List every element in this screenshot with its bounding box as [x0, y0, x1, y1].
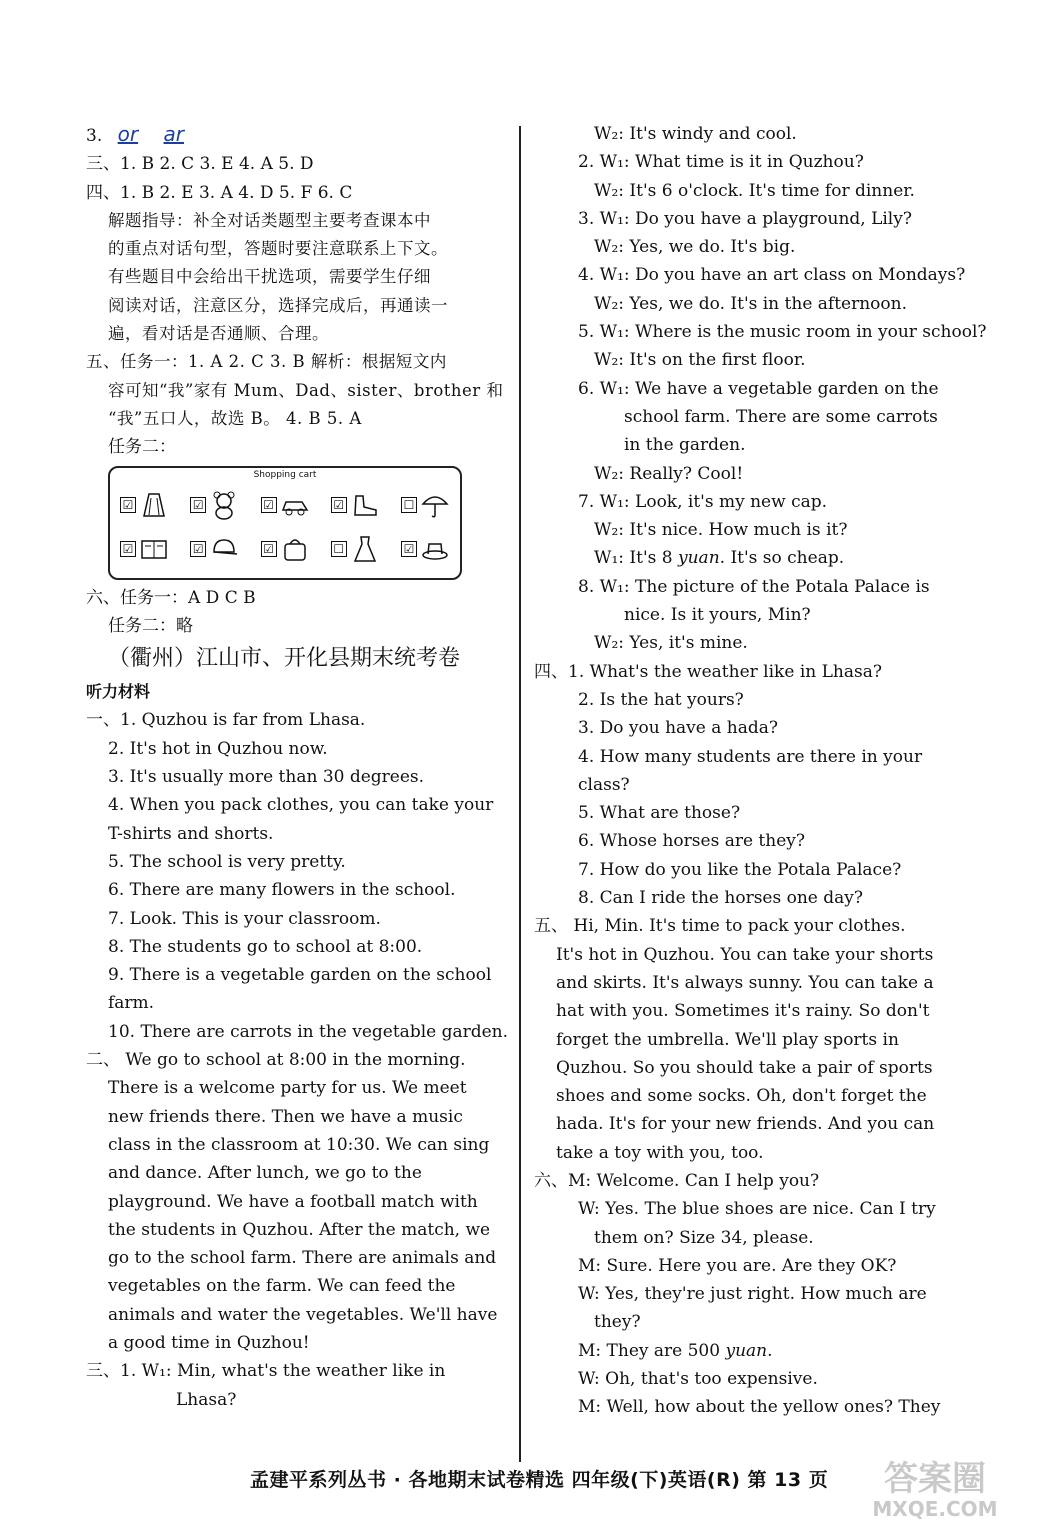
transcript-line: vegetables on the farm. We can feed the [108, 1276, 456, 1297]
cart-item [401, 490, 450, 520]
tip-line: 阅读对话，注意区分，选择完成后，再通读一 [108, 295, 448, 315]
answer-line: 三、1. B 2. C 3. E 4. A 5. D [86, 154, 314, 175]
transcript-line: 10. There are carrots in the vegetable garden. [108, 1021, 509, 1042]
tip-line: 的重点对话句型，答题时要注意联系上下文。 [108, 239, 448, 259]
toy-car-icon [280, 490, 310, 520]
transcript-line: forget the umbrella. We'll play sports in [556, 1029, 899, 1050]
cart-item [331, 490, 380, 520]
cart-item [190, 490, 239, 520]
transcript-line: Quzhou. So you should take a pair of sports [556, 1057, 933, 1078]
watermark-title: 答案圈 [884, 1459, 986, 1499]
transcript-line: 二、 We go to school at 8:00 in the morning. [86, 1050, 466, 1071]
tip-line: 有些题目中会给出干扰选项，需要学生仔细 [108, 267, 431, 287]
dialogue-line: 3. W₁: Do you have a playground, Lily? [578, 208, 912, 229]
transcript-line: There is a welcome party for us. We meet [108, 1078, 467, 1099]
transcript-line: 6. Whose horses are they? [578, 831, 805, 852]
handwritten-answer: or [117, 122, 139, 146]
transcript-line: hada. It's for your new friends. And you can [556, 1114, 935, 1135]
dialogue-line: W: Yes, they're just right. How much are [578, 1284, 927, 1305]
text-run: . It's so cheap. [719, 548, 845, 569]
checkbox-icon: ☑ [190, 541, 206, 557]
transcript-line: 3. Do you have a hada? [578, 718, 778, 739]
checkbox-icon: ☐ [401, 497, 417, 513]
transcript-line: 6. There are many flowers in the school. [108, 880, 456, 901]
watermark-url: MXQE.COM [872, 1497, 998, 1521]
transcript-line: the students in Quzhou. After the match, we [108, 1219, 491, 1240]
hat-icon [420, 534, 450, 564]
italic-word: yuan [725, 1340, 768, 1361]
text-run: . [767, 1340, 773, 1361]
checkbox-icon: ☑ [261, 497, 277, 513]
transcript-line: class? [578, 774, 630, 795]
listening-material-label: 听力材料 [86, 682, 151, 702]
dialogue-line: 4. W₁: Do you have an art class on Mondays? [578, 265, 966, 286]
transcript-line: 5. The school is very pretty. [108, 851, 346, 872]
umbrella-icon [420, 490, 450, 520]
cart-item [120, 534, 169, 564]
answer-line: 四、1. B 2. E 3. A 4. D 5. F 6. C [86, 182, 353, 203]
dialogue-line: nice. Is it yours, Min? [624, 605, 811, 626]
dialogue-line: W: Yes. The blue shoes are nice. Can I try [578, 1199, 936, 1220]
answer-line: “我”五口人，故选 B。 4. B 5. A [108, 408, 362, 428]
task-label: 任务二： [108, 437, 176, 458]
answer-line: 任务二：略 [108, 615, 193, 636]
dialogue-line: them on? Size 34, please. [594, 1227, 814, 1248]
transcript-line: 2. It's hot in Quzhou now. [108, 738, 328, 759]
transcript-line: hat with you. Sometimes it's rainy. So don't [556, 1001, 930, 1022]
transcript-line: 4. How many students are there in your [578, 746, 923, 767]
cart-item [120, 490, 169, 520]
cart-row [120, 534, 450, 564]
checkbox-icon: ☐ [331, 541, 347, 557]
checkbox-icon: ☑ [120, 541, 136, 557]
checkbox-icon: ☑ [401, 541, 417, 557]
dialogue-line: M: Sure. Here you are. Are they OK? [578, 1255, 897, 1276]
bag-icon [280, 534, 310, 564]
transcript-line: farm. [108, 993, 155, 1014]
cart-item [401, 534, 450, 564]
italic-word: yuan [678, 548, 720, 569]
answer-line: 容可知“我”家有 Mum、Dad、sister、brother 和 [108, 380, 504, 400]
page-footer: 孟建平系列丛书 · 各地期末试卷精选 四年级(下)英语(R) 第 13 页 [250, 1469, 829, 1491]
dialogue-line [534, 1337, 954, 1365]
answer-3-line [86, 120, 504, 150]
transcript-line: 7. Look. This is your classroom. [108, 908, 381, 929]
text-run: M: They are 500 [578, 1340, 726, 1361]
tip-line: 解题指导：补全对话类题型主要考查课本中 [108, 210, 431, 230]
dialogue-line: 5. W₁: Where is the music room in your school? [578, 322, 987, 343]
dialogue-line: W₂: It's windy and cool. [594, 124, 797, 144]
dialogue-line: W₂: It's on the first floor. [594, 350, 806, 371]
checkbox-icon: ☑ [331, 497, 347, 513]
transcript-line: 5. What are those? [578, 803, 741, 824]
column-divider [519, 126, 521, 1462]
transcript-line: go to the school farm. There are animals and [108, 1248, 497, 1269]
dialogue-line: W₂: Yes, it's mine. [594, 633, 748, 654]
transcript-line: 9. There is a vegetable garden on the school [108, 965, 492, 986]
dialogue-line: 2. W₁: What time is it in Quzhou? [578, 152, 864, 173]
checkbox-icon: ☑ [190, 497, 206, 513]
section-heading: （衢州）江山市、开化县期末统考卷 [108, 646, 461, 672]
skirt-icon [139, 490, 169, 520]
left-column [86, 120, 509, 1414]
transcript-line: 3. It's usually more than 30 degrees. [108, 767, 425, 788]
cart-item [190, 534, 239, 564]
dialogue-line: 7. W₁: Look, it's my new cap. [578, 491, 828, 512]
transcript-line: take a toy with you, too. [556, 1142, 764, 1163]
book-icon [139, 534, 169, 564]
dress-icon [350, 534, 380, 564]
transcript-line: 8. Can I ride the horses one day? [578, 888, 863, 909]
dialogue-line: 8. W₁: The picture of the Potala Palace is [578, 576, 930, 597]
watermark-logo [835, 1452, 1035, 1522]
transcript-line: 4. When you pack clothes, you can take your [108, 795, 494, 816]
dialogue-line: 六、M: Welcome. Can I help you? [534, 1170, 820, 1191]
transcript-line: 7. How do you like the Potala Palace? [578, 859, 902, 880]
cart-row [120, 490, 450, 520]
transcript-line: animals and water the vegetables. We'll have [108, 1304, 498, 1325]
dialogue-line: they? [594, 1312, 641, 1333]
transcript-line: T-shirts and shorts. [108, 823, 274, 844]
cart-item [261, 534, 310, 564]
dialogue-line: 6. W₁: We have a vegetable garden on the [578, 378, 939, 399]
dialogue-line: in the garden. [624, 435, 746, 456]
transcript-line: and dance. After lunch, we go to the [108, 1163, 422, 1184]
transcript-line: playground. We have a football match with [108, 1191, 478, 1212]
shoe-icon [350, 490, 380, 520]
transcript-line: new friends there. Then we have a music [108, 1106, 463, 1127]
transcript-line: 五、 Hi, Min. It's time to pack your clothes. [534, 916, 906, 937]
transcript-line: Lhasa? [176, 1389, 237, 1410]
cap-icon [209, 534, 239, 564]
dialogue-line: school farm. There are some carrots [624, 406, 938, 427]
transcript-line: 一、1. Quzhou is far from Lhasa. [86, 710, 366, 731]
dialogue-line: W₂: Yes, we do. It's in the afternoon. [594, 293, 907, 314]
transcript-line: 8. The students go to school at 8:00. [108, 936, 423, 957]
right-column [534, 120, 987, 1422]
dialogue-line: W: Oh, that's too expensive. [578, 1369, 818, 1390]
tip-line: 遍，看对话是否通顺、合理。 [108, 324, 329, 344]
checkbox-icon: ☑ [120, 497, 136, 513]
checkbox-icon: ☑ [261, 541, 277, 557]
dialogue-line: W₂: Really? Cool! [594, 463, 744, 484]
transcript-line: 三、1. W₁: Min, what's the weather like in [86, 1361, 446, 1382]
dialogue-line: M: Well, how about the yellow ones? They [578, 1397, 941, 1418]
text-run: W₁: It's 8 [594, 548, 678, 569]
transcript-line: and skirts. It's always sunny. You can take a [556, 972, 934, 993]
transcript-line: class in the classroom at 10:30. We can sing [108, 1134, 490, 1155]
dialogue-line: W₂: Yes, we do. It's big. [594, 237, 796, 258]
dialogue-line [534, 544, 954, 572]
answer-line: 五、任务一：1. A 2. C 3. B 解析：根据短文内 [86, 352, 447, 372]
cart-item [261, 490, 310, 520]
transcript-line: 2. Is the hat yours? [578, 689, 744, 710]
transcript-line: shoes and some socks. Oh, don't forget the [556, 1086, 927, 1107]
teddy-bear-icon [209, 490, 239, 520]
transcript-line: It's hot in Quzhou. You can take your shorts [556, 944, 934, 965]
handwritten-answer: ar [163, 122, 184, 146]
cart-item [331, 534, 380, 564]
answer-line: 六、任务一：A D C B [86, 587, 256, 608]
dialogue-line: W₂: It's 6 o'clock. It's time for dinner. [594, 180, 915, 201]
dialogue-line: W₂: It's nice. How much is it? [594, 520, 848, 541]
cart-title: Shopping cart [253, 469, 317, 480]
transcript-line: 四、1. What's the weather like in Lhasa? [534, 661, 882, 682]
transcript-line: a good time in Quzhou! [108, 1332, 310, 1353]
item-number: 3. [86, 126, 103, 146]
shopping-cart-figure [108, 466, 462, 580]
